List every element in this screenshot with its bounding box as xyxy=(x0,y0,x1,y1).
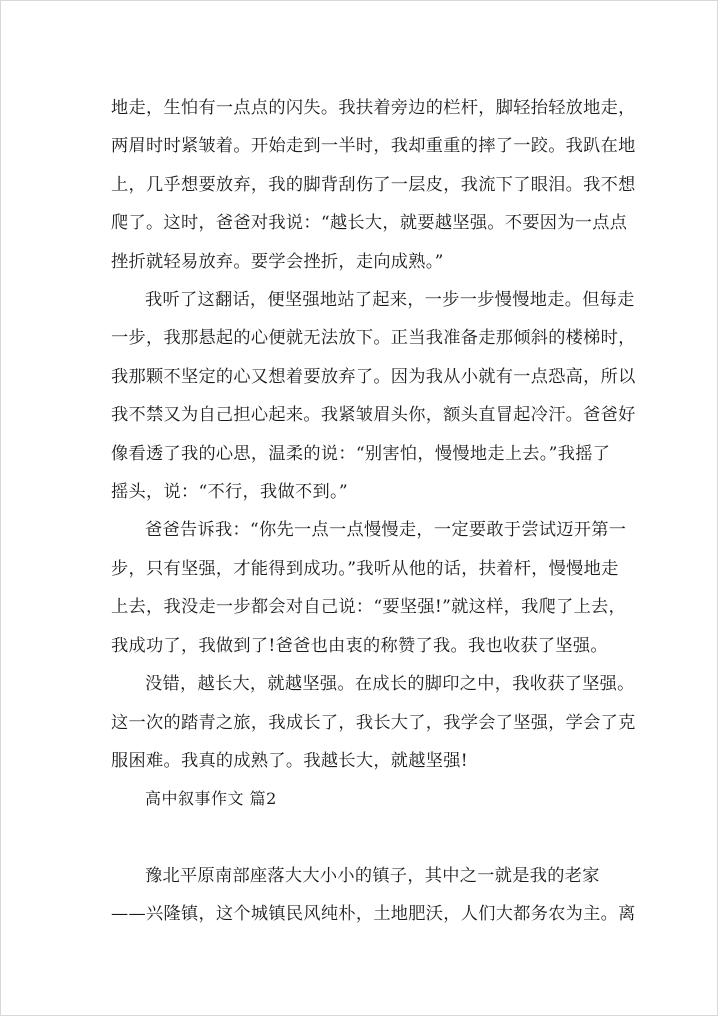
text-line: 爬了。这时，爸爸对我说：“越长大，就要越坚强。不要因为一点点 xyxy=(111,213,628,234)
text-line: 我不禁又为自己担心起来。我紧皱眉头你，额头直冒起冷汗。爸爸好 xyxy=(111,405,636,426)
text-line: 爸爸告诉我：“你先一点一点慢慢走，一定要敢于尝试迈开第一 xyxy=(145,520,627,541)
text-line: 豫北平原南部座落大大小小的镇子，其中之一就是我的老家 xyxy=(145,865,600,886)
text-line: 像看透了我的心思，温柔的说：“别害怕，慢慢地走上去。”我摇了 xyxy=(111,443,611,464)
blank-line xyxy=(111,819,617,857)
text-line: 两眉时时紧皱着。开始走到一半时，我却重重的摔了一跤。我趴在地 xyxy=(111,136,636,157)
text-line: 服困难。我真的成熟了。我越长大，就越坚强! xyxy=(111,750,468,771)
text-line: 地走，生怕有一点点的闪失。我扶着旁边的栏杆，脚轻抬轻放地走， xyxy=(111,98,636,118)
text-line: 我听了这翻话，便坚强地站了起来，一步一步慢慢地走。但每走 xyxy=(145,290,635,311)
text-line: 上去，我没走一步都会对自己说：“要坚强!”就这样，我爬了上去， xyxy=(111,597,627,618)
text-line: 我成功了，我做到了!爸爸也由衷的称赞了我。我也收获了坚强。 xyxy=(111,635,608,656)
text-line: ——兴隆镇，这个城镇民风纯朴，土地肥沃，人们大都务农为主。离 xyxy=(111,904,636,925)
paragraph-4 xyxy=(111,665,636,780)
text-line: 摇头，说：“不行，我做不到。” xyxy=(111,482,348,503)
text-line: 上，几乎想要放弃，我的脚背刮伤了一层皮，我流下了眼泪。我不想 xyxy=(111,174,636,195)
paragraph-1 xyxy=(111,89,636,281)
text-line: 一步，我那悬起的心便就无法放下。正当我准备走那倾斜的楼梯时， xyxy=(111,328,636,349)
paragraph-3 xyxy=(111,511,627,665)
text-line: 挫折就轻易放弃。要学会挫折，走向成熟。” xyxy=(111,251,444,272)
document-body xyxy=(111,89,636,934)
paragraph-2 xyxy=(111,281,636,511)
text-line: 没错，越长大，就越坚强。在成长的脚印之中，我收获了坚强。 xyxy=(145,674,635,695)
text-line: 步，只有坚强，才能得到成功。”我听从他的话，扶着杆，慢慢地走 xyxy=(111,558,619,579)
text-line: 我那颗不坚定的心又想着要放弃了。因为我从小就有一点恐高，所以 xyxy=(111,366,636,387)
text-line: 这一次的踏青之旅，我成长了，我长大了，我学会了坚强，学会了克 xyxy=(111,712,636,733)
section-heading: 高中叙事作文 篇2 xyxy=(145,789,277,809)
paragraph-5 xyxy=(111,857,636,934)
